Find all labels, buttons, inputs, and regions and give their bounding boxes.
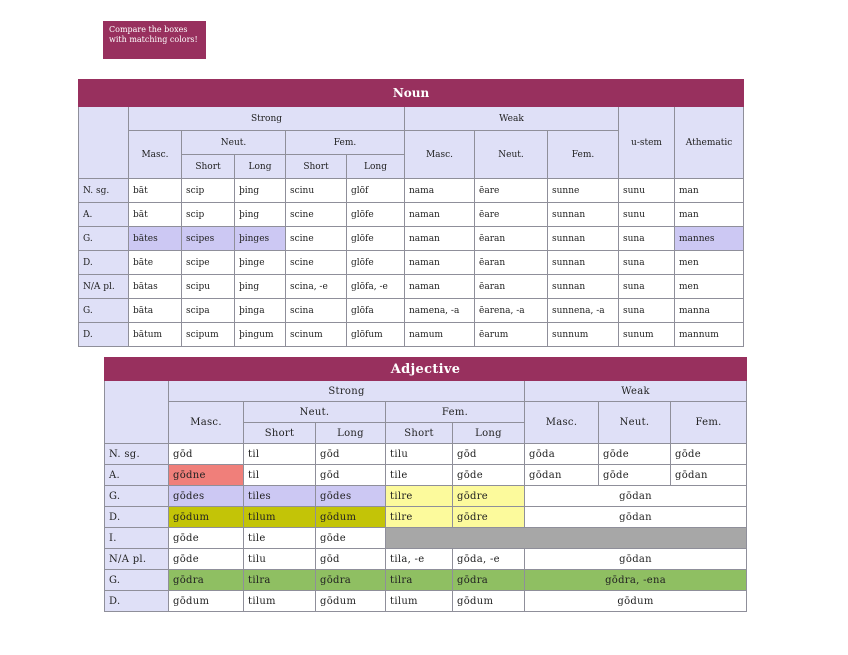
adj-case-label: D. [105,507,169,528]
adj-strong-neut-header: Neut. [244,402,386,423]
adj-form-cell: gōdra [169,570,244,591]
noun-table [78,79,744,347]
noun-form-cell: sunum [619,323,675,347]
adj-form-cell: til [244,444,316,465]
adj-empty-cell [386,528,747,549]
noun-form-cell: sunnan [548,251,619,275]
noun-corner [79,107,129,179]
adj-form-cell: gōde [599,465,671,486]
noun-form-cell: bātas [129,275,182,299]
noun-form-cell: scine [286,203,347,227]
adj-form-cell: gōdes [169,486,244,507]
adj-form-cell: tilu [386,444,453,465]
noun-form-cell: scine [286,251,347,275]
adj-strong-fem-header: Fem. [386,402,525,423]
noun-form-cell: suna [619,251,675,275]
noun-form-cell: sunnan [548,227,619,251]
adj-form-cell: tilra [386,570,453,591]
adjective-row [105,465,747,486]
noun-case-label: A. [79,203,129,227]
adj-form-cell: tila, -e [386,549,453,570]
adj-form-cell: gōd [316,465,386,486]
adj-form-cell: gōd [316,549,386,570]
noun-case-label: N. sg. [79,179,129,203]
adj-form-cell: gōdum [316,591,386,612]
noun-form-cell: scip [182,203,235,227]
adj-case-label: N. sg. [105,444,169,465]
adjective-row [105,444,747,465]
adjective-row [105,528,747,549]
adj-case-label: I. [105,528,169,549]
noun-form-cell: bātes [129,227,182,251]
adjective-row [105,486,747,507]
noun-form-cell: sunu [619,179,675,203]
noun-form-cell: mannum [675,323,744,347]
adj-form-cell: gōde [671,444,747,465]
noun-form-cell: glōfe [347,227,405,251]
adj-form-cell: gōde [453,465,525,486]
noun-athematic-header: Athematic [675,107,744,179]
adjective-title: Adjective [105,358,747,381]
adj-strong-masc-header: Masc. [169,402,244,444]
adj-form-cell: gōdan [525,549,747,570]
adj-fem-long-header: Long [453,423,525,444]
adj-strong-header: Strong [169,381,525,402]
adj-form-cell: tilum [244,507,316,528]
noun-row [79,323,744,347]
noun-form-cell: scipe [182,251,235,275]
noun-form-cell: glōfum [347,323,405,347]
noun-form-cell: þing [235,275,286,299]
adj-case-label: G. [105,570,169,591]
adj-form-cell: gōde [169,528,244,549]
noun-weak-masc-header: Masc. [405,131,475,179]
adj-form-cell: tilu [244,549,316,570]
noun-form-cell: glōfa [347,299,405,323]
adj-form-cell: gōde [169,549,244,570]
noun-row [79,299,744,323]
adjective-table [104,357,747,612]
noun-form-cell: scine [286,227,347,251]
noun-form-cell: glōf [347,179,405,203]
adj-form-cell: gōdan [525,486,747,507]
adj-form-cell: tiles [244,486,316,507]
noun-form-cell: suna [619,299,675,323]
noun-form-cell: glōfe [347,203,405,227]
adj-form-cell: gōdes [316,486,386,507]
adjective-row [105,507,747,528]
adj-case-label: G. [105,486,169,507]
adj-form-cell: gōd [453,444,525,465]
adjective-row [105,591,747,612]
noun-form-cell: bāte [129,251,182,275]
noun-form-cell: bāt [129,203,182,227]
noun-form-cell: sunnan [548,275,619,299]
noun-form-cell: sunnena, -a [548,299,619,323]
noun-strong-masc-header: Masc. [129,131,182,179]
adj-weak-header: Weak [525,381,747,402]
noun-form-cell: þingum [235,323,286,347]
adj-form-cell: gōdre [453,486,525,507]
noun-form-cell: scipa [182,299,235,323]
adj-weak-neut-header: Neut. [599,402,671,444]
adj-form-cell: tilra [244,570,316,591]
noun-weak-header: Weak [405,107,619,131]
adj-neut-short-header: Short [244,423,316,444]
noun-form-cell: ēare [475,179,548,203]
noun-form-cell: man [675,179,744,203]
noun-form-cell: naman [405,227,475,251]
adj-form-cell: gōd [169,444,244,465]
noun-form-cell: ēarum [475,323,548,347]
noun-form-cell: sunnan [548,203,619,227]
noun-form-cell: scina, -e [286,275,347,299]
note-line-2: with matching colors! [109,35,198,44]
noun-ustem-header: u-stem [619,107,675,179]
noun-form-cell: naman [405,203,475,227]
noun-row [79,203,744,227]
noun-fem-long-header: Long [347,155,405,179]
adj-form-cell: tilum [244,591,316,612]
noun-form-cell: sunu [619,203,675,227]
noun-form-cell: scipes [182,227,235,251]
noun-form-cell: naman [405,275,475,299]
adj-form-cell: gōdne [169,465,244,486]
noun-form-cell: scip [182,179,235,203]
noun-strong-fem-header: Fem. [286,131,405,155]
noun-neut-long-header: Long [235,155,286,179]
adj-neut-long-header: Long [316,423,386,444]
noun-strong-header: Strong [129,107,405,131]
noun-row [79,275,744,299]
noun-form-cell: bāta [129,299,182,323]
noun-form-cell: nama [405,179,475,203]
noun-form-cell: scinum [286,323,347,347]
adj-case-label: A. [105,465,169,486]
noun-form-cell: þinge [235,251,286,275]
noun-form-cell: ēaran [475,275,548,299]
noun-form-cell: suna [619,227,675,251]
adj-form-cell: gōdre [453,507,525,528]
noun-form-cell: bāt [129,179,182,203]
adj-form-cell: gōdan [525,507,747,528]
noun-weak-fem-header: Fem. [548,131,619,179]
adj-weak-fem-header: Fem. [671,402,747,444]
adj-form-cell: tile [386,465,453,486]
noun-form-cell: sunnum [548,323,619,347]
noun-form-cell: ēare [475,203,548,227]
noun-weak-neut-header: Neut. [475,131,548,179]
adj-form-cell: gōdra, -ena [525,570,747,591]
adj-form-cell: gōdan [525,465,599,486]
adj-form-cell: gōdan [671,465,747,486]
adj-form-cell: gōdum [316,507,386,528]
adj-form-cell: tilum [386,591,453,612]
noun-title: Noun [79,80,744,107]
adjective-row [105,549,747,570]
adj-corner [105,381,169,444]
noun-form-cell: scipum [182,323,235,347]
noun-form-cell: þing [235,179,286,203]
adj-form-cell: tilre [386,507,453,528]
noun-form-cell: þinga [235,299,286,323]
adj-form-cell: gōdum [453,591,525,612]
noun-form-cell: bātum [129,323,182,347]
noun-form-cell: men [675,275,744,299]
adj-form-cell: gōde [599,444,671,465]
noun-case-label: G. [79,227,129,251]
noun-form-cell: þinges [235,227,286,251]
adj-form-cell: gōdra [453,570,525,591]
noun-case-label: G. [79,299,129,323]
noun-case-label: D. [79,251,129,275]
adjective-row [105,570,747,591]
noun-form-cell: mannes [675,227,744,251]
noun-form-cell: ēarena, -a [475,299,548,323]
legend-note [103,21,206,59]
adj-case-label: N/A pl. [105,549,169,570]
adj-weak-masc-header: Masc. [525,402,599,444]
adj-form-cell: til [244,465,316,486]
adj-form-cell: gōda, -e [453,549,525,570]
noun-form-cell: naman [405,251,475,275]
adj-form-cell: gōdra [316,570,386,591]
noun-neut-short-header: Short [182,155,235,179]
noun-strong-neut-header: Neut. [182,131,286,155]
noun-case-label: D. [79,323,129,347]
adj-form-cell: gōdum [169,507,244,528]
adj-form-cell: gōda [525,444,599,465]
adj-form-cell: gōde [316,528,386,549]
noun-form-cell: scipu [182,275,235,299]
noun-form-cell: ēaran [475,227,548,251]
noun-form-cell: ēaran [475,251,548,275]
noun-form-cell: manna [675,299,744,323]
noun-form-cell: scina [286,299,347,323]
noun-form-cell: scinu [286,179,347,203]
noun-case-label: N/A pl. [79,275,129,299]
noun-row [79,179,744,203]
note-line-1: Compare the boxes [109,25,188,34]
noun-form-cell: þing [235,203,286,227]
noun-row [79,227,744,251]
noun-form-cell: glōfe [347,251,405,275]
adj-form-cell: gōd [316,444,386,465]
noun-fem-short-header: Short [286,155,347,179]
adj-form-cell: gōdum [525,591,747,612]
noun-form-cell: sunne [548,179,619,203]
noun-form-cell: man [675,203,744,227]
adj-case-label: D. [105,591,169,612]
adj-form-cell: gōdum [169,591,244,612]
adj-form-cell: tilre [386,486,453,507]
noun-form-cell: glōfa, -e [347,275,405,299]
noun-form-cell: namena, -a [405,299,475,323]
noun-row [79,251,744,275]
noun-form-cell: suna [619,275,675,299]
adj-form-cell: tile [244,528,316,549]
noun-form-cell: namum [405,323,475,347]
adj-fem-short-header: Short [386,423,453,444]
noun-form-cell: men [675,251,744,275]
